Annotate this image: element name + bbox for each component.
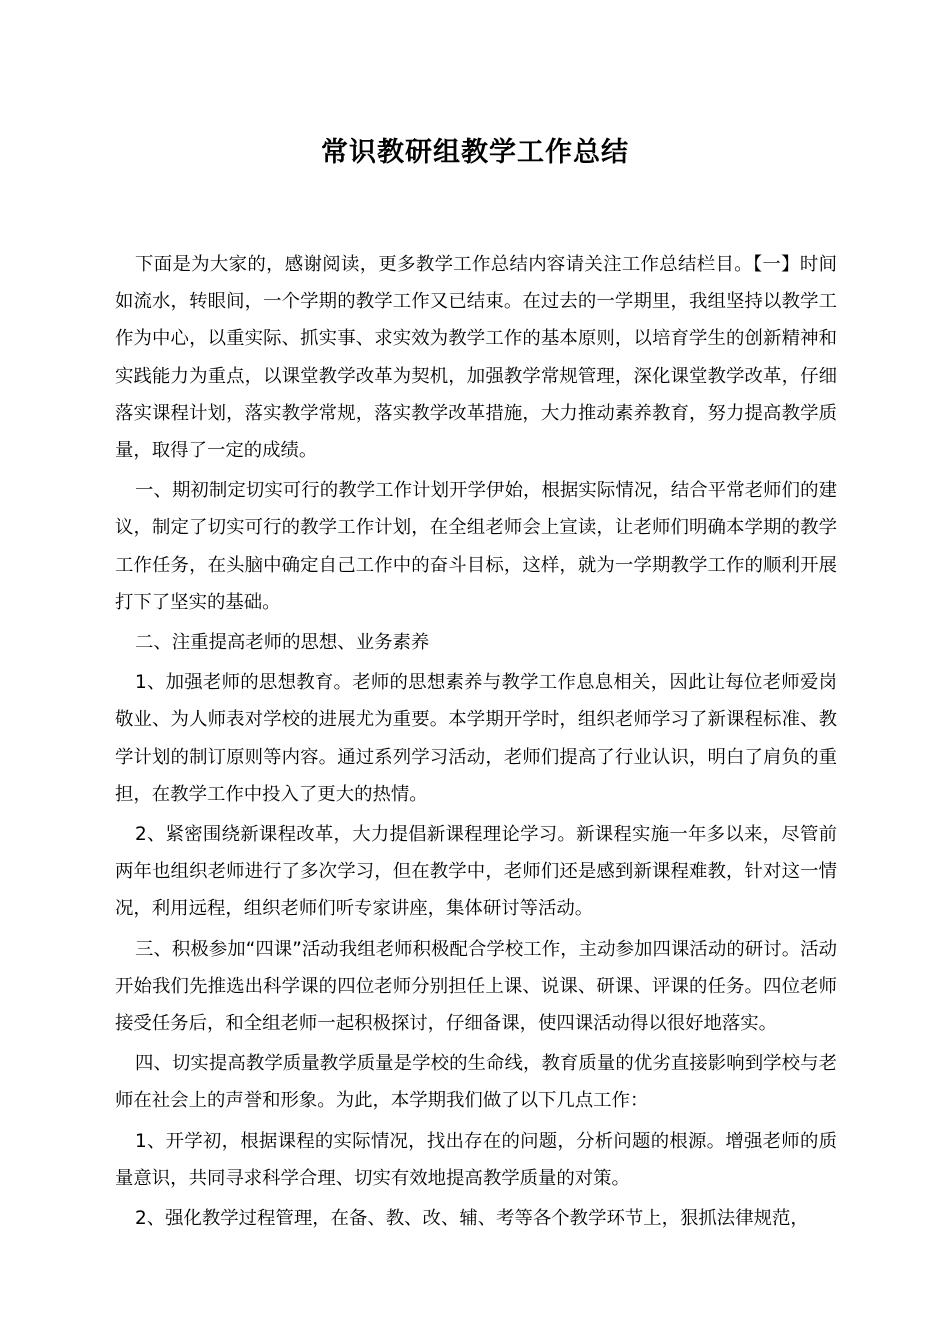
paragraph-section-4: 四、切实提高教学质量教学质量是学校的生命线，教育质量的优劣直接影响到学校与老师在社会上的声誉和形象。为此，本学期我们做了以下几点工作： xyxy=(115,1053,837,1112)
paragraph-intro: 下面是为大家的，感谢阅读，更多教学工作总结内容请关注工作总结栏目。【一】时间如流水，转眼间，一个学期的教学工作又已结束。在过去的一学期里，我组坚持以教学工作为中心，以重实际、抓实事、求实效为教学工作的基本原则，以培育学生的创新精神和实践能力为重点，以课堂教学改革为契机，加强教学常规管理，深化课堂教学改革，仔细落实课程计划，落实教学常规，落实教学改革措施，大力推动素养教育，努力提高教学质量，取得了一定的成绩。 xyxy=(115,254,837,462)
document-title: 常识教研组教学工作总结 xyxy=(321,137,629,168)
paragraph-section-2-heading: 二、注重提高老师的思想、业务素养 xyxy=(135,632,430,654)
paragraph-section-2-item-1: 1、加强老师的思想教育。老师的思想素养与教学工作息息相关，因此让每位老师爱岗敬业、为人师表对学校的进展尤为重要。本学期开学时，组织老师学习了新课程标准、教学计划的制订原则等内容。通过系列学习活动，老师们提高了行业认识，明白了肩负的重担，在教学工作中投入了更大的热情。 xyxy=(115,672,837,805)
paragraph-section-2-item-2: 2、紧密围绕新课程改革，大力提倡新课程理论学习。新课程实施一年多以来，尽管前两年也组织老师进行了多次学习，但在教学中，老师们还是感到新课程难教，针对这一情况，利用远程，组织老师们听专家讲座，集体研讨等活动。 xyxy=(115,824,837,920)
document-body xyxy=(115,246,837,1240)
paragraph-section-3: 三、积极参加“四课”活动我组老师积极配合学校工作，主动参加四课活动的研讨。活动开始我们先推选出科学课的四位老师分别担任上课、说课、研课、评课的任务。四位老师接受任务后，和全组老师一起积极探讨，仔细备课，使四课活动得以很好地落实。 xyxy=(115,938,837,1035)
paragraph-section-4-item-1: 1、开学初，根据课程的实际情况，找出存在的问题，分析问题的根源。增强老师的质量意识，共同寻求科学合理、切实有效地提高教学质量的对策。 xyxy=(115,1130,837,1189)
paragraph-section-4-item-2: 2、强化教学过程管理，在备、教、改、辅、考等各个教学环节上，狠抓法律规范， xyxy=(135,1208,809,1230)
paragraph-section-1: 一、期初制定切实可行的教学工作计划开学伊始，根据实际情况，结合平常老师们的建议，制定了切实可行的教学工作计划，在全组老师会上宣读，让老师们明确本学期的教学工作任务，在头脑中确定自己工作中的奋斗目标，这样，就为一学期教学工作的顺利开展打下了坚实的基础。 xyxy=(115,480,837,613)
